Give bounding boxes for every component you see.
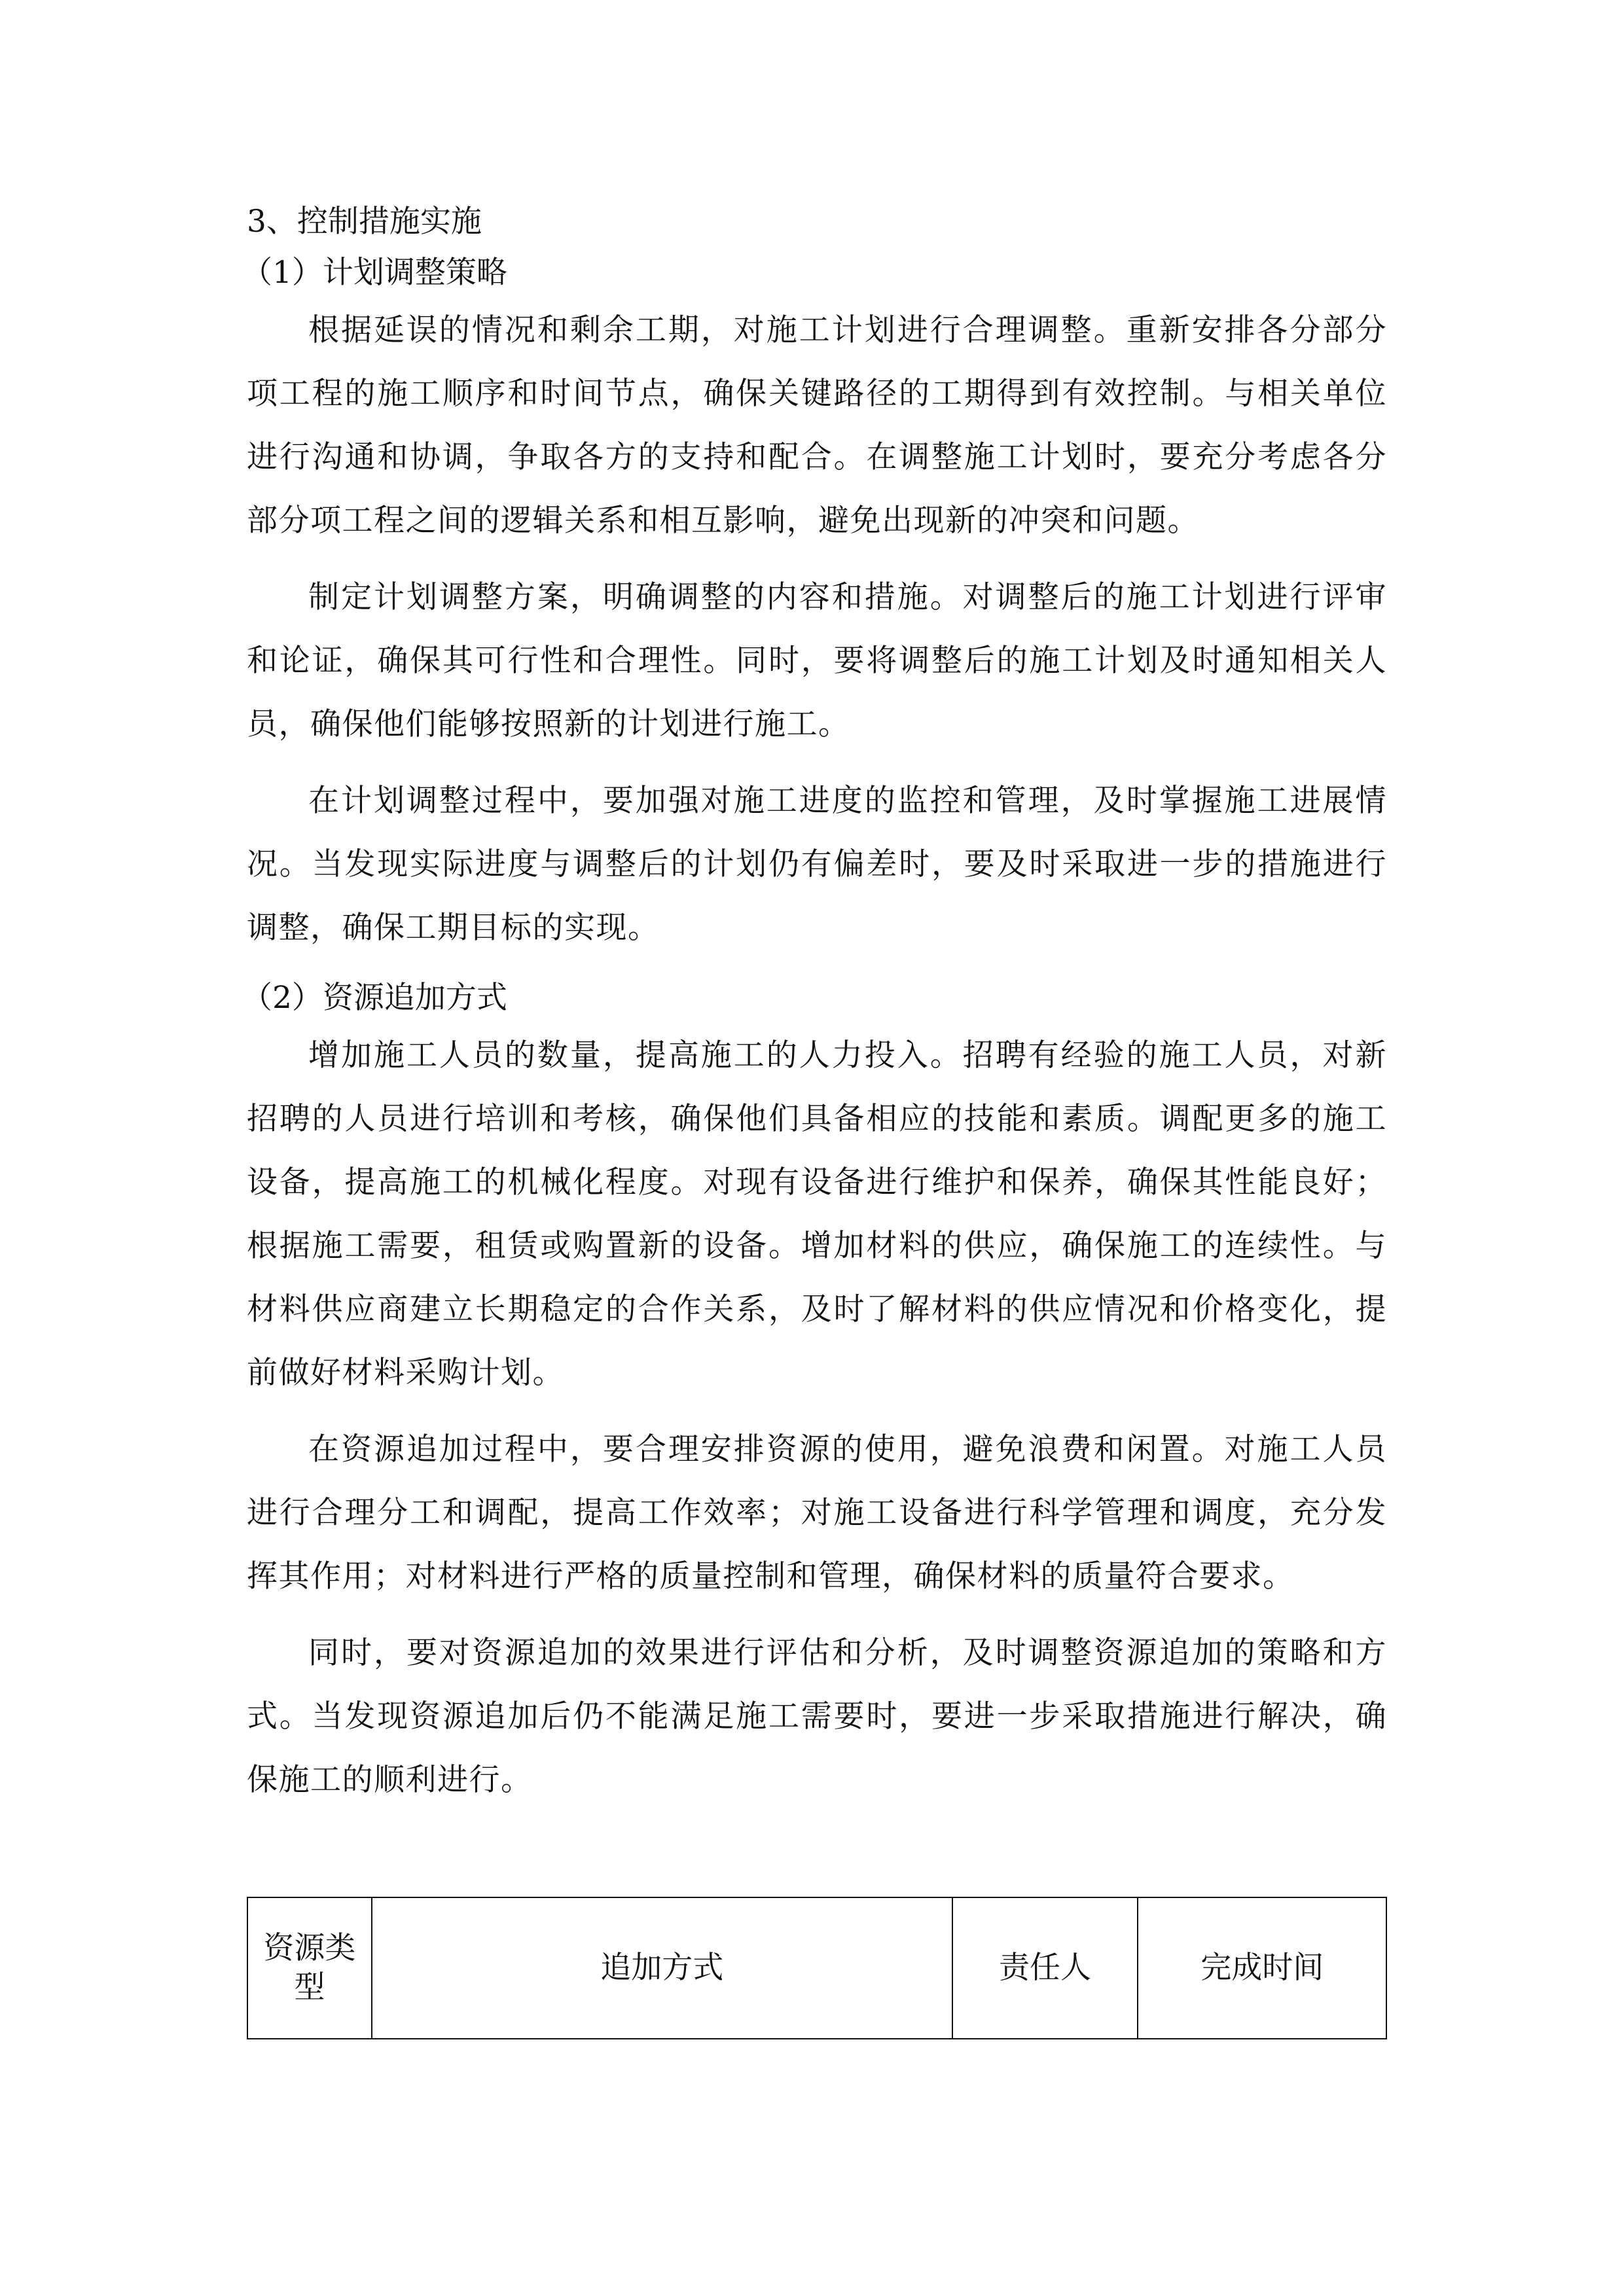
document-content <box>242 196 1387 1825</box>
paragraph: 同时，要对资源追加的效果进行评估和分析，及时调整资源追加的策略和方式。当发现资源追加后仍不能满足施工需要时，要进一步采取措施进行解决，确保施工的顺利进行。 <box>247 1635 1387 1798</box>
table-header-method: 追加方式 <box>372 1897 952 2039</box>
table-header-deadline: 完成时间 <box>1138 1897 1386 2039</box>
paragraph: 增加施工人员的数量，提高施工的人力投入。招聘有经验的施工人员，对新招聘的人员进行培训和考核，确保他们具备相应的技能和素质。调配更多的施工设备，提高施工的机械化程度。对现有设备进行维护和保养，确保其性能良好；根据施工需要，租赁或购置新的设备。增加材料的供应，确保施工的连续性。与材料供应商建立长期稳定的合作关系，及时了解材料的供应情况和价格变化，提前做好材料采购计划。 <box>247 1037 1387 1391</box>
paragraph: 制定计划调整方案，明确调整的内容和措施。对调整后的施工计划进行评审和论证，确保其可行性和合理性。同时，要将调整后的施工计划及时通知相关人员，确保他们能够按照新的计划进行施工。 <box>247 579 1387 742</box>
resource-table <box>247 1897 1387 2039</box>
table-header-owner: 责任人 <box>952 1897 1138 2039</box>
paragraph: 在资源追加过程中，要合理安排资源的使用，避免浪费和闲置。对施工人员进行合理分工和调配，提高工作效率；对施工设备进行科学管理和调度，充分发挥其作用；对材料进行严格的质量控制和管理，确保材料的质量符合要求。 <box>247 1431 1387 1594</box>
section-heading: 3、控制措施实施 <box>247 204 482 240</box>
table-header-row <box>247 1897 1386 2039</box>
paragraph: 在计划调整过程中，要加强对施工进度的监控和管理，及时掌握施工进展情况。当发现实际进度与调整后的计划仍有偏差时，要及时采取进一步的措施进行调整，确保工期目标的实现。 <box>247 783 1387 946</box>
table-header-resource-type: 资源类型 <box>247 1897 372 2039</box>
subsection-heading-resources: （2）资源追加方式 <box>242 980 507 1016</box>
paragraph: 根据延误的情况和剩余工期，对施工计划进行合理调整。重新安排各分部分项工程的施工顺序和时间节点，确保关键路径的工期得到有效控制。与相关单位进行沟通和协调，争取各方的支持和配合。在调整施工计划时，要充分考虑各分部分项工程之间的逻辑关系和相互影响，避免出现新的冲突和问题。 <box>247 312 1387 539</box>
subsection-heading-plan: （1）计划调整策略 <box>242 255 507 291</box>
